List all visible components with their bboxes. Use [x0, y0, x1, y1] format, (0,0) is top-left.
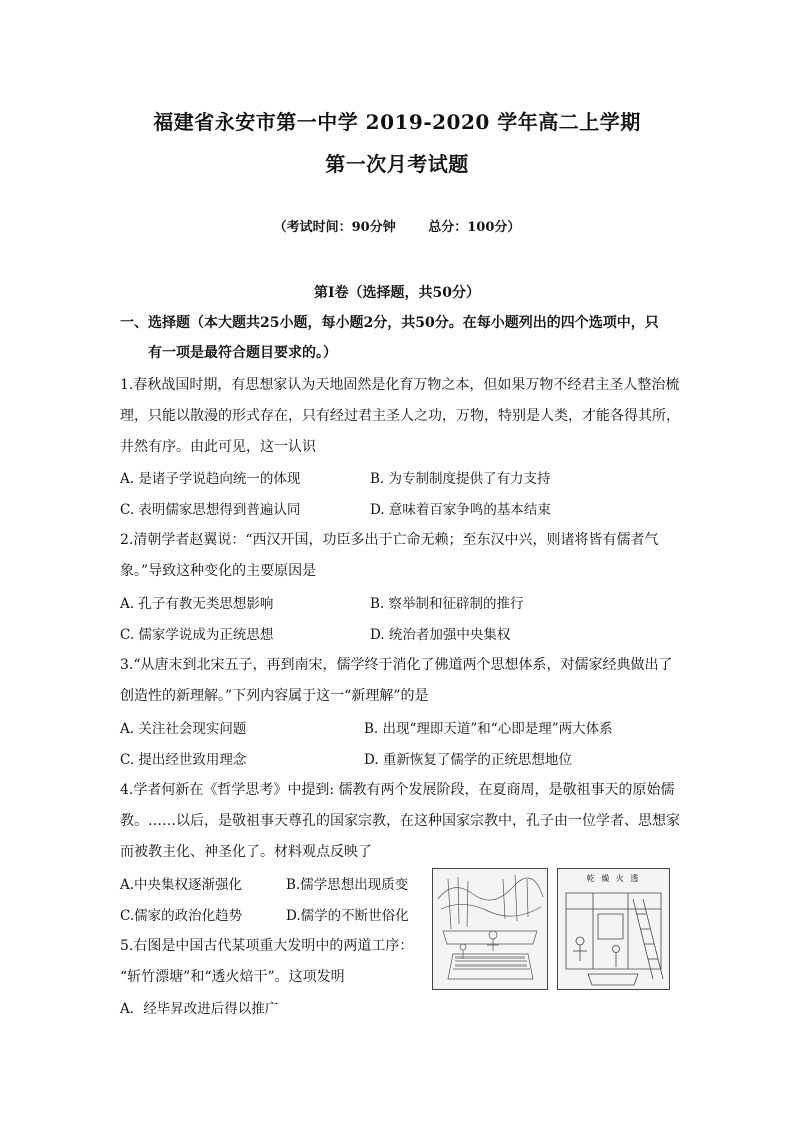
question-5-line-2: “斩竹漂塘”和“透火焙干”。这项发明 — [120, 969, 345, 985]
exam-score: 总分：100分） — [428, 220, 521, 235]
q2-option-b[interactable]: B. 察举制和征辟制的推行 — [370, 596, 524, 612]
section-instructions: 一、选择题（本大题共25小题，每小题2分，共50分。在每小题列出的四个选项中，只 — [120, 315, 659, 331]
q5-option-a[interactable]: A．经毕昇改进后得以推广 — [120, 1001, 279, 1017]
question-4-line-1: 4.学者何新在《哲学思考》中提到: 儒教有两个发展阶段，在夏商周，是敬祖事天的原始儒 — [120, 782, 675, 798]
q2-option-d[interactable]: D. 统治者加强中央集权 — [370, 627, 511, 643]
q1-option-d[interactable]: D. 意味着百家争鸣的基本结束 — [370, 502, 551, 518]
section-title: 第Ⅰ卷（选择题，共50分） — [313, 285, 481, 301]
question-1-line-2: 理，只能以散漫的形式存在，只有经过君主圣人之功，万物，特别是人类，才能各得其所， — [120, 408, 680, 424]
q4-option-d[interactable]: D.儒学的不断世俗化 — [286, 908, 409, 924]
q2-option-a[interactable]: A. 孔子有教无类思想影响 — [120, 596, 274, 612]
exam-time: （考试时间：90分钟 — [273, 220, 396, 235]
question-3-line-1: 3.“从唐末到北宋五子，再到南宋，儒学终于消化了佛道两个思想体系，对儒家经典做出了 — [120, 657, 673, 673]
q1-option-b[interactable]: B. 为专制制度提供了有力支持 — [370, 471, 551, 487]
page-title: 福建省永安市第一中学 2019-2020 学年高二上学期 — [153, 110, 641, 134]
woodcut-bamboo-soaking-drawing — [433, 869, 547, 989]
q3-option-a[interactable]: A. 关注社会现实问题 — [120, 721, 247, 737]
question-2-line-2: 象。”导致这种变化的主要原因是 — [120, 563, 317, 579]
q1-option-c[interactable]: C. 表明儒家思想得到普遍认同 — [120, 502, 301, 518]
q4-option-a[interactable]: A.中央集权逐渐强化 — [120, 877, 243, 893]
question-1-line-3: 井然有序。由此可见，这一认识 — [120, 439, 316, 455]
question-3-line-2: 创造性的新理解。”下列内容属于这一“新理解”的是 — [120, 688, 429, 704]
q3-option-c[interactable]: C. 提出经世致用理念 — [120, 752, 247, 768]
exam-info — [0, 216, 794, 235]
q3-option-d[interactable]: D. 重新恢复了儒学的正统思想地位 — [364, 752, 572, 768]
question-4-line-2: 教。……以后，是敬祖事天尊孔的国家宗教，在这种国家宗教中，孔子由一位学者、思想家 — [120, 813, 680, 829]
q4-option-c[interactable]: C.儒家的政治化趋势 — [120, 908, 243, 924]
question-1-line-1: 1.春秋战国时期，有思想家认为天地固然是化育万物之本，但如果万物不经君主圣人整治梳 — [120, 377, 680, 393]
woodcut-bamboo-soaking-image — [432, 868, 548, 990]
woodcut-caption: 乾 燥 火 透 — [586, 874, 641, 883]
q4-option-b[interactable]: B.儒学思想出现质变 — [286, 877, 409, 893]
q1-option-a[interactable]: A. 是诸子学说趋向统一的体现 — [120, 471, 301, 487]
question-5-line-1: 5.右图是中国古代某项重大发明中的两道工序： — [120, 938, 414, 954]
q3-option-b[interactable]: B. 出现“理即天道”和“心即是理”两大体系 — [364, 721, 613, 737]
woodcut-fire-drying-image — [557, 868, 670, 990]
question-4-line-3: 而被教主化、神圣化了。材料观点反映了 — [120, 844, 372, 860]
woodcut-fire-drying-drawing — [558, 869, 669, 989]
question-2-line-1: 2.清朝学者赵翼说：“西汉开国，功臣多出于亡命无赖；至东汉中兴，则诸将皆有儒者气 — [120, 532, 659, 548]
section-instructions-cont: 有一项是最符合题目要求的。） — [148, 345, 337, 361]
page-subtitle: 第一次月考试题 — [325, 152, 469, 176]
q2-option-c[interactable]: C. 儒家学说成为正统思想 — [120, 627, 274, 643]
